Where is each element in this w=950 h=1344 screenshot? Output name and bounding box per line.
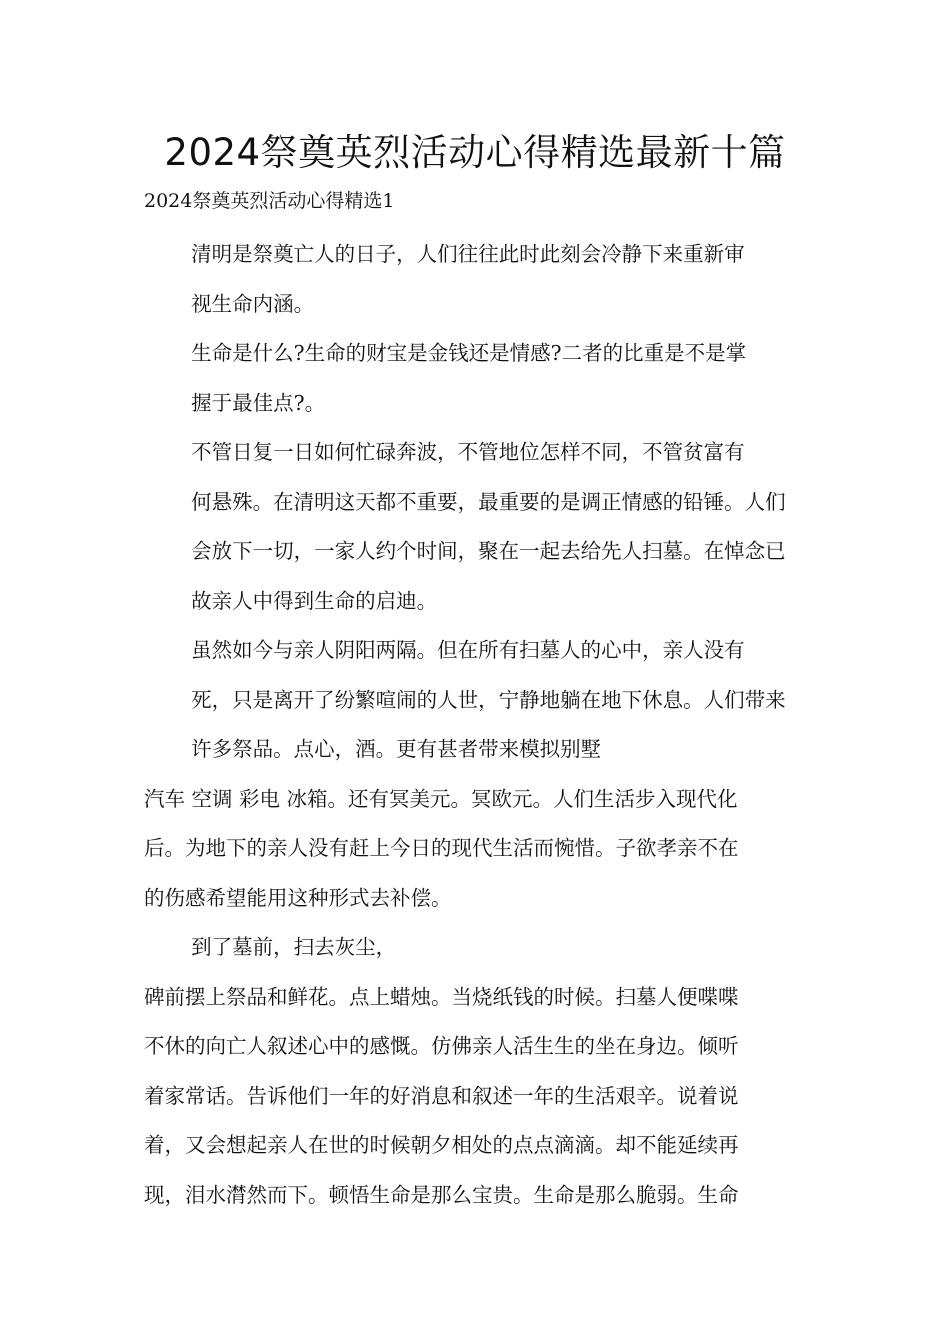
paragraph-line: 后。为地下的亲人没有赶上今日的现代生活而惋惜。子欲孝亲不在 [144,836,739,860]
paragraph-line: 不休的向亡人叙述心中的感慨。仿佛亲人活生生的坐在身边。倾听 [144,1034,739,1058]
paragraph-line: 许多祭品。点心，酒。更有甚者带来模拟别墅 [191,737,602,761]
paragraph-line: 何悬殊。在清明这天都不重要，最重要的是调正情感的铅锤。人们 [191,489,786,514]
paragraph-line: 不管日复一日如何忙碌奔波，不管地位怎样不同，不管贫富有 [191,440,745,464]
paragraph-line: 的伤感希望能用这种形式去补偿。 [144,885,452,910]
paragraph-line: 故亲人中得到生命的启迪。 [191,588,438,613]
paragraph [144,775,808,924]
paragraph-line: 握于最佳点?。 [191,390,326,415]
paragraph [144,428,808,626]
paragraph-line: 死，只是离开了纷繁喧闹的人世，宁静地躺在地下休息。人们带来 [191,687,786,712]
paragraph-line: 会放下一切，一家人约个时间，聚在一起去给先人扫墓。在悼念已 [191,539,786,563]
paragraph-line: 视生命内涵。 [191,291,315,316]
paragraph-line: 着家常话。告诉他们一年的好消息和叙述一年的生活艰辛。说着说 [144,1083,739,1108]
document-body [144,230,808,1220]
paragraph [144,923,808,973]
paragraph-line: 现，泪水潸然而下。顿悟生命是那么宝贵。生命是那么脆弱。生命 [144,1182,739,1207]
paragraph-line: 着，又会想起亲人在世的时候朝夕相处的点点滴滴。却不能延续再 [144,1133,739,1157]
paragraph-line: 到了墓前，扫去灰尘， [191,935,397,959]
document-title: 2024祭奠英烈活动心得精选最新十篇 [164,131,786,174]
paragraph-line: 碑前摆上祭品和鲜花。点上蜡烛。当烧纸钱的时候。扫墓人便喋喋 [144,984,739,1009]
paragraph [144,973,808,1221]
paragraph [144,230,808,329]
paragraph [144,626,808,775]
paragraph-line: 汽车 空调 彩电 冰箱。还有冥美元。冥欧元。人们生活步入现代化 [144,786,738,811]
paragraph [144,329,808,428]
paragraph-line: 清明是祭奠亡人的日子，人们往往此时此刻会冷静下来重新审 [191,242,745,266]
document-subtitle: 2024祭奠英烈活动心得精选1 [144,190,395,212]
paragraph-line: 生命是什么?生命的财宝是金钱还是情感?二者的比重是不是掌 [191,341,747,365]
paragraph-line: 虽然如今与亲人阴阳两隔。但在所有扫墓人的心中，亲人没有 [191,638,745,662]
